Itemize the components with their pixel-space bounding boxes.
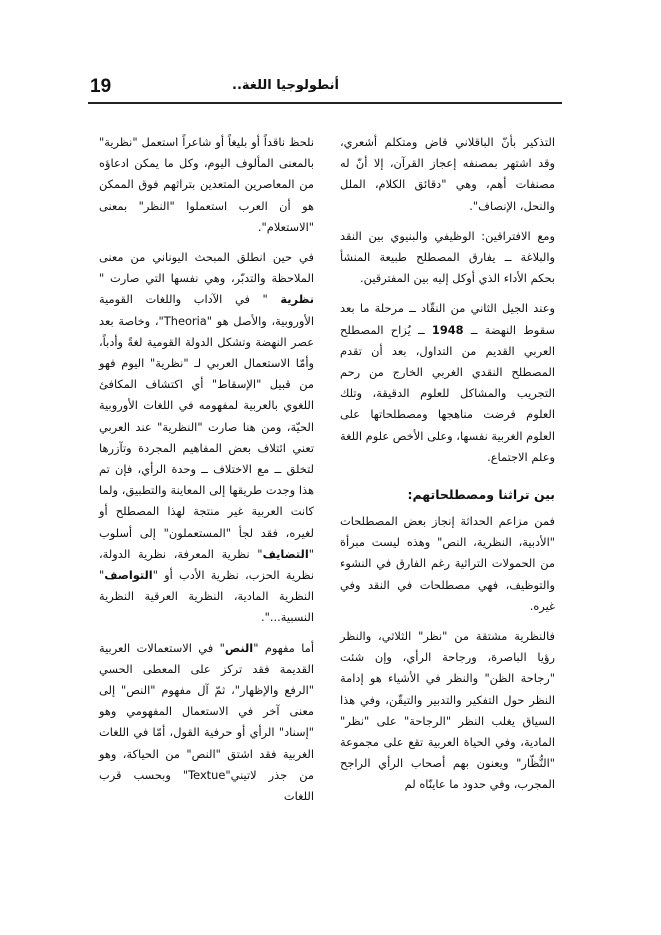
paragraph-text: " نظرية المعرفة، نظرية الدولة، نظرية الحزب، نظرية الأدب أو " xyxy=(99,546,314,583)
running-title: أنطولوجيا اللغة.. xyxy=(232,78,340,93)
year-1948: 1948 xyxy=(431,322,464,337)
paragraph-text: في حين انطلق المبحث اليوناني من معنى الملاحظة والتدبّر، وهي نفسها التي صارت " xyxy=(99,250,314,286)
paragraph-text: " في الآداب واللغات القومية الأوروبية، والأصل هو "Theoria"، وخاصة بعد عصر النهضة وتشكل الدولة القومية لغةً وأدباً، وأمّا الاستعمال العربي لـ "نظرية" اليوم فهو من قبيل "الإسقاط" أي اكتشاف المكافئ اللغوي بالعربية لمفهومه في اللغات الأوروبية الحيّة، ومن هنا صارت "النظرية" عند العربي تعني ائتلاف بعض المفاهيم المجردة وتآزرها لتخلق ــ مع الاختلاف ــ وحدة الرأي، فإن تم هذا وجدت طريقها إلى المعاينة والتطبيق، ولما كانت العربية غير منتجة لهذا المصطلح أو لغيره، فقد لجأ "المستعملون" إلى أسلوب " xyxy=(99,292,314,561)
right-paragraph-2: ومع الافتراقين: الوظيفي والبنيوي بين النقد والبلاغة ــ يفارق المصطلح طبيعة المنشأ بحكم الأداء الذي أوكل إليه بين المفترقين. xyxy=(340,228,555,286)
term-nazariya: نظرية xyxy=(280,292,314,307)
left-paragraph-2 xyxy=(99,247,314,629)
term-tadayuf: التضايف xyxy=(262,546,309,561)
right-column xyxy=(340,132,555,796)
section-heading: بين تراثنا ومصطلحاتهم: xyxy=(407,487,555,503)
right-paragraph-3 xyxy=(340,298,555,468)
paragraph-text: أما مفهوم " xyxy=(253,640,314,655)
left-paragraph-3 xyxy=(99,638,314,808)
header-rule xyxy=(88,102,562,104)
paragraph-text: " النظرية المادية، النظرية العرقية النظرية النسبية...". xyxy=(99,568,314,625)
term-nass: النص xyxy=(224,640,254,655)
paragraph-text: وعند الجيل الثاني من النقّاد ــ مرحلة ما بعد سقوط النهضة ــ xyxy=(340,301,555,337)
right-paragraph-4: فمن مزاعم الحداثة إنجاز بعض المصطلحات "الأدبية، النظرية، النص" وهذه ليست مبرأة من الحمولات التراثية رغم الفارق في النشوء والتوظيف، فهي مصطلحات في النقد وفي غيره. xyxy=(340,514,555,613)
right-paragraph-1: التذكير بأنّ الباقلاني قاض ومتكلم أشعري، وقد اشتهر بمصنفه إعجاز القرآن، إلا أنّ له مصنفات أهم، وهي "دقائق الكلام، الملل والنحل، الإنصاف". xyxy=(340,135,555,213)
left-paragraph-1: نلحظ ناقداً أو بليغاً أو شاعراً استعمل "نظرية" بالمعنى المألوف اليوم، وكل ما يمكن ادعاؤه من المعاصرين المتعدين بتراثهم فوق الممكن هو أن العرب استعملوا "النظر" بمعنى "الاستعلام". xyxy=(99,135,314,234)
paragraph-text: ــ يُزاح المصطلح العربي القديم من التداول، بعد أن تقدم المصطلح النقدي الغربي الخارج من رحم التجريب والمشاكل للعلوم الدقيقة، وتلك العلوم فرضت مناهجها ومصطلحاتها على العلوم الغربية نفسها، وعلى الأخص علوم اللغة وعلم الاجتماع. xyxy=(340,322,555,464)
term-tawasuf: التواصف xyxy=(104,568,153,583)
left-column xyxy=(99,132,314,807)
right-paragraph-5: فالنظرية مشتقة من "نظر" الثلاثي، والنظر رؤيا الباصرة، ورجاحة الرأي، وإن شئت "رجاحة الظن" والنظر في الأشياء هو إدامة النظر حول التفكير والتدبير والتيقّن، وفي هذا السياق يغلب النظر "الرجاحة" على "نظر" المادية، وفي الحياة العربية تقع على مجموعة "النُّظّار" ويعنون بهم أصحاب الرأي الراجح المجرب، وفي حدود ما عاينّاه لم xyxy=(340,629,555,792)
paragraph-text: " في الاستعمالات العربية القديمة فقد تركز على المعطى الحسي "الرفع والإظهار"، ثمّ آل مفهوم "النص" إلى معنى آخر في الاستعمال المفهومي وهو "إسناد" الرأي أو حرفية القول، أمّا في اللغات الغربية فقد اشتق "النص" من الحياكة، وهو من جذر لاتيني"Textue" وبحسب قرب اللغات xyxy=(99,640,314,804)
page-number: 19 xyxy=(90,76,112,97)
